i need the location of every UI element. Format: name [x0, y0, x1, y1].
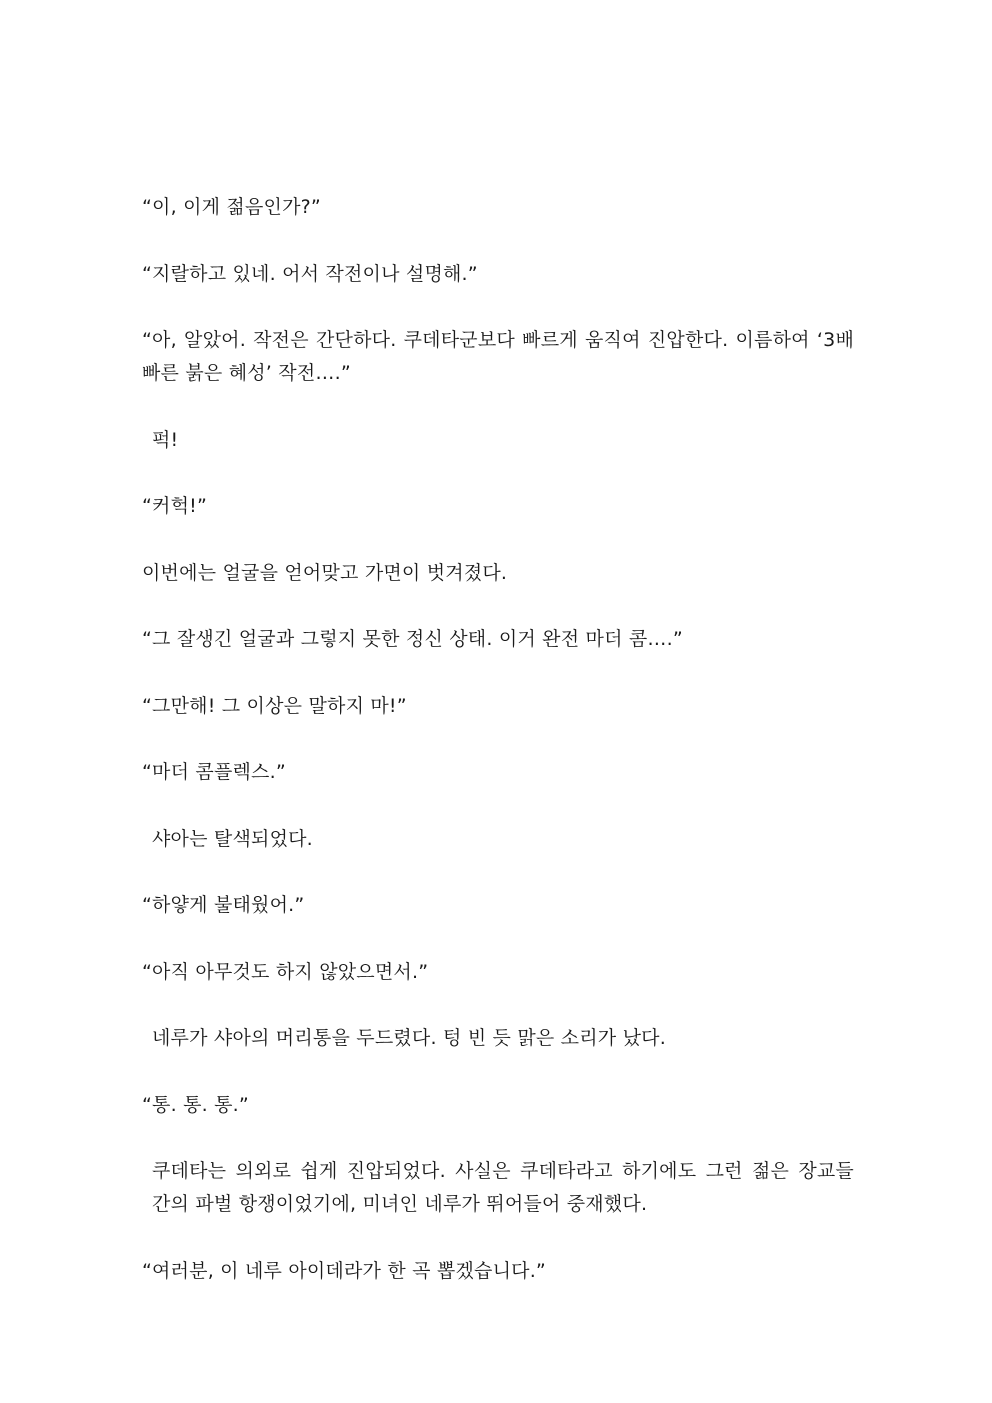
paragraph: “마더 콤플렉스.” [142, 761, 286, 783]
paragraph: 샤아는 탈색되었다. [152, 827, 313, 850]
paragraph: 쿠데타는 의외로 쉽게 진압되었다. 사실은 쿠데타라고 하기에도 그런 젊은 장교들 간의 파벌 항쟁이었기에, 미녀인 네루가 뛰어들어 중재했다. [152, 1160, 854, 1215]
paragraph: “그 잘생긴 얼굴과 그렇지 못한 정신 상태. 이거 완전 마더 콤….” [142, 628, 683, 650]
document-page [142, 191, 854, 1321]
paragraph: 이번에는 얼굴을 얻어맞고 가면이 벗겨졌다. [142, 561, 508, 584]
paragraph: 네루가 샤아의 머리통을 두드렸다. 텅 빈 듯 맑은 소리가 났다. [152, 1027, 666, 1049]
paragraph: “이, 이게 젊음인가?” [142, 196, 321, 218]
paragraph: “커헉!” [142, 495, 208, 517]
paragraph: “아직 아무것도 하지 않았으면서.” [142, 960, 429, 983]
paragraph: “하얗게 불태웠어.” [142, 894, 305, 916]
paragraph: “그만해! 그 이상은 말하지 마!” [142, 694, 407, 717]
paragraph: 퍽! [152, 428, 179, 451]
paragraph: “통. 통. 통.” [142, 1093, 249, 1116]
paragraph: “아, 알았어. 작전은 간단하다. 쿠데타군보다 빠르게 움직여 진압한다. 이름하여 ‘3배 빠른 붉은 혜성’ 작전….” [142, 329, 854, 384]
paragraph: “여러분, 이 네루 아이데라가 한 곡 뽑겠습니다.” [142, 1259, 546, 1282]
paragraph: “지랄하고 있네. 어서 작전이나 설명해.” [142, 262, 478, 285]
